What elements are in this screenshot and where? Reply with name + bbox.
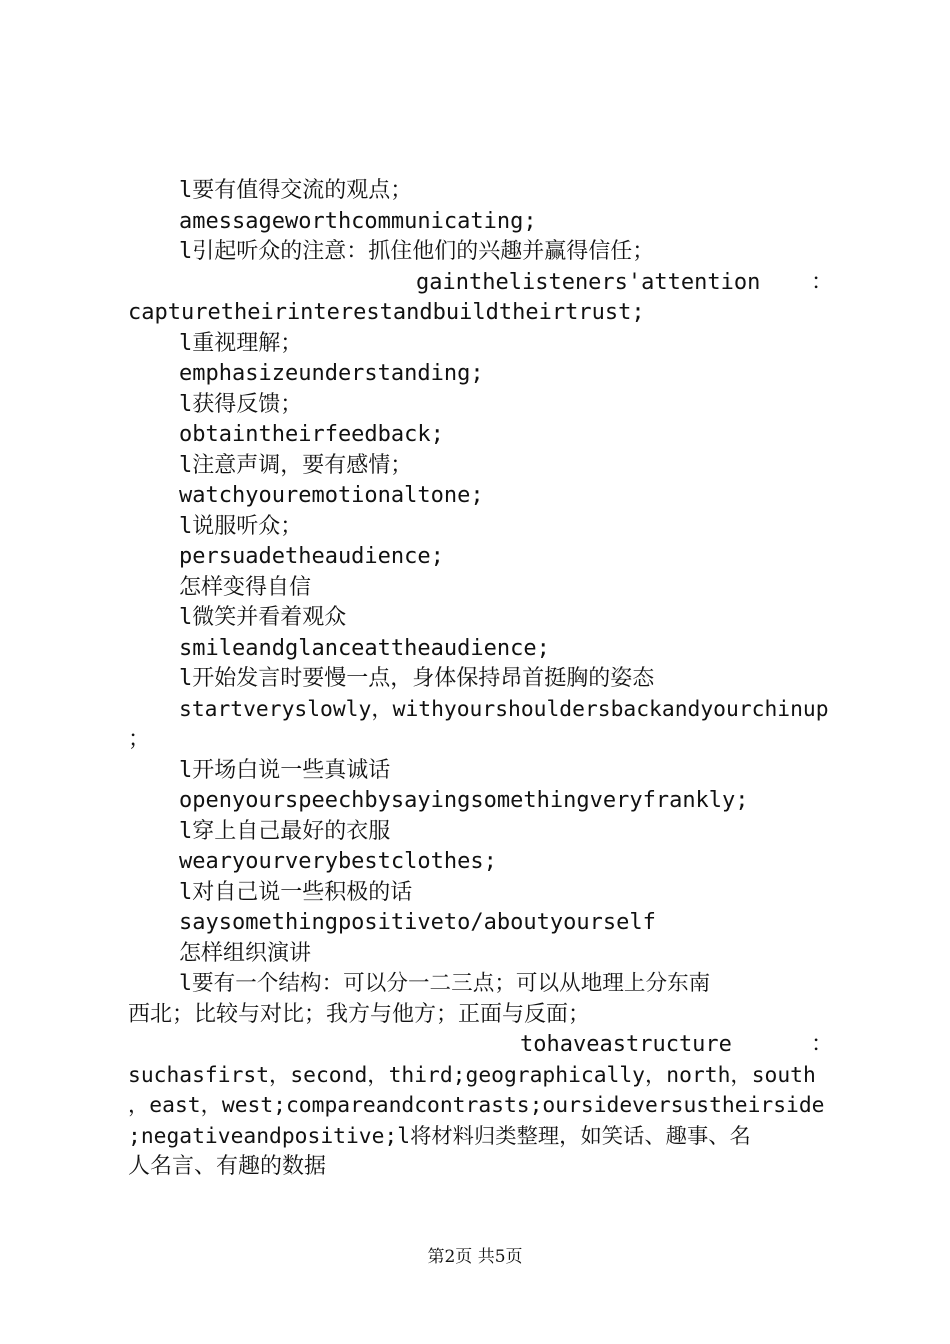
text-line-en: capturetheirinterestandbuildtheirtrust; [128,300,645,325]
text-line-en: wearyourverybestclothes; [179,849,497,874]
text-fragment: ： [810,1032,833,1057]
text-line-en-split [128,268,833,299]
text-fragment: ： [810,269,833,295]
bullet-line-zh: l对自己说一些积极的话 [179,879,413,905]
text-line-zh: 人名言、有趣的数据 [128,1154,327,1179]
text-line-en: emphasizeunderstanding; [179,361,484,386]
text-line-en: suchasfirst，second，third;geographically，north，south [128,1062,816,1088]
text-line-en: saysomethingpositiveto/aboutyourself [179,910,656,935]
text-fragment: gainthelisteners'attention [416,269,761,295]
text-line-en: openyourspeechbysayingsomethingveryfrankly; [179,788,749,813]
text-line-en: ，east，west;compareandcontrasts;oursideversustheirside [128,1093,825,1118]
bullet-line-zh: l要有值得交流的观点； [179,178,413,203]
page-number-footer: 第2页 共5页 [427,1247,523,1267]
text-line-en-split [128,1030,833,1061]
text-fragment: tohaveastructure [520,1032,732,1057]
bullet-line-zh: l说服听众； [179,513,303,539]
text-line-en: amessageworthcommunicating; [179,208,537,234]
section-heading: 怎样组织演讲 [179,940,312,966]
bullet-line-zh: l微笑并看着观众 [179,605,347,630]
bullet-line-zh: l要有一个结构：可以分一二三点；可以从地理上分东南 [179,971,711,996]
text-line-en: watchyouremotionaltone; [179,483,484,508]
bullet-line-zh: l获得反馈； [179,391,303,417]
bullet-line-zh: l开始发言时要慢一点，身体保持昂首挺胸的姿态 [179,666,655,691]
text-line-zh: 西北；比较与对比；我方与他方；正面与反面； [128,1001,591,1027]
bullet-line-zh: l注意声调，要有感情； [179,452,413,478]
bullet-line-zh: l开场白说一些真诚话 [179,757,391,783]
text-line-en: smileandglanceattheaudience; [179,635,550,661]
text-line-punct: ； [128,727,151,752]
document-body [128,176,833,1183]
text-line-en: startveryslowly，withyourshouldersbackandyourchinup [179,696,829,722]
section-heading: 怎样变得自信 [179,574,312,600]
text-line-en: obtaintheirfeedback; [179,422,444,447]
bullet-line-zh: l引起听众的注意：抓住他们的兴趣并赢得信任； [179,239,655,264]
bullet-line-zh: l重视理解； [179,330,303,356]
text-line-mixed: ;negativeandpositive;l将材料归类整理，如笑话、趣事、名 [128,1123,751,1149]
text-line-en: persuadetheaudience; [179,544,444,569]
bullet-line-zh: l穿上自己最好的衣服 [179,818,391,844]
